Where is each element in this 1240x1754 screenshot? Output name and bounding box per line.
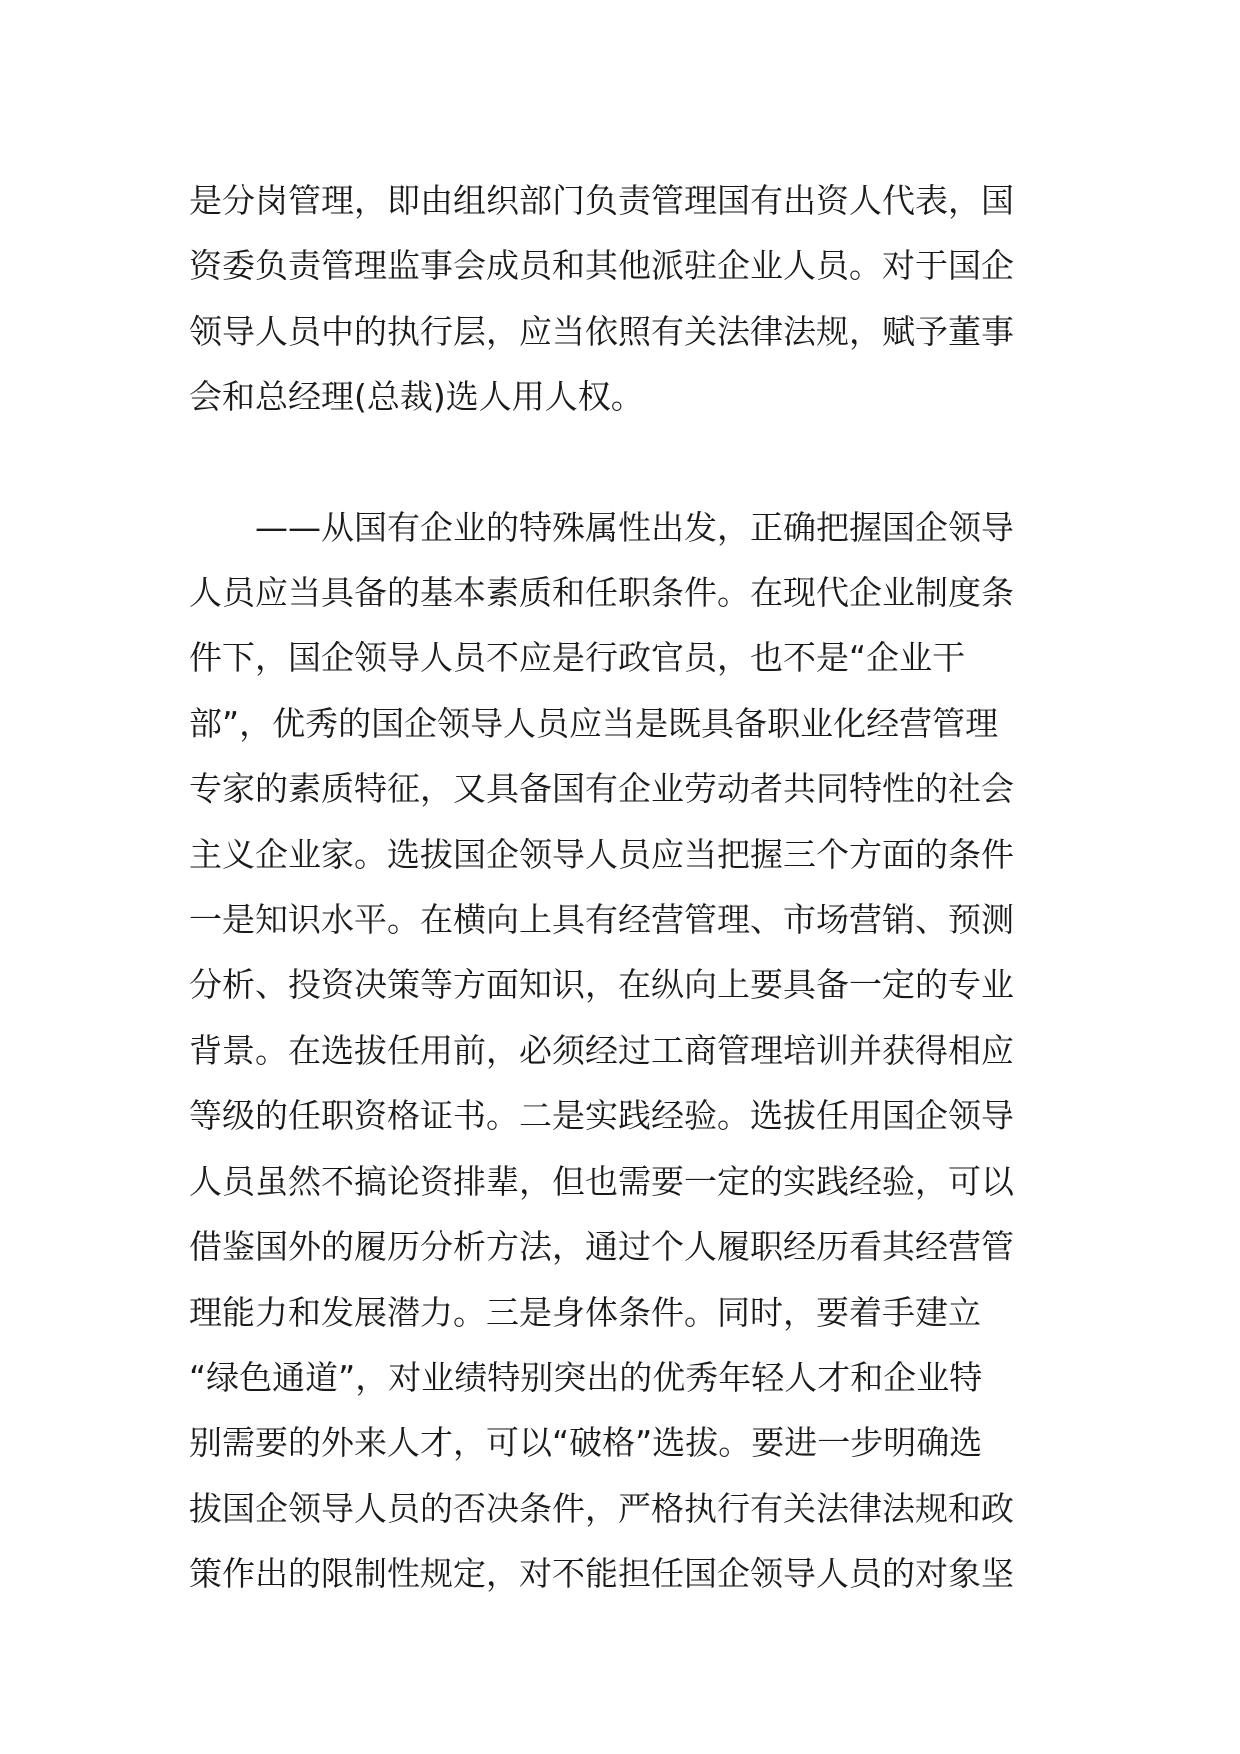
text-line: 借鉴国外的履历分析方法，通过个人履职经历看其经营管 (189, 1227, 1014, 1267)
text-line: 拔国企领导人员的否决条件，严格执行有关法律法规和政 (189, 1488, 1014, 1528)
document-body (189, 168, 1060, 1607)
text-line: 是分岗管理，即由组织部门负责管理国有出资人代表，国 (189, 181, 1014, 220)
text-line: 资委负责管理监事会成员和其他派驻企业人员。对于国企 (189, 246, 1014, 286)
text-line: 一是知识水平。在横向上具有经营管理、市场营销、预测 (189, 900, 1014, 940)
text-line: 人员应当具备的基本素质和任职条件。在现代企业制度条 (189, 573, 1014, 613)
text-line: “绿色通道”，对业绩特别突出的优秀年轻人才和企业特 (189, 1357, 983, 1397)
text-line: 理能力和发展潜力。三是身体条件。同时，要着手建立 (189, 1292, 981, 1332)
text-line: 部”，优秀的国企领导人员应当是既具备职业化经营管理 (189, 703, 999, 743)
text-line: 策作出的限制性规定，对不能担任国企领导人员的对象坚 (189, 1554, 1014, 1594)
text-line: 主义企业家。选拔国企领导人员应当把握三个方面的条件 (189, 834, 1014, 874)
text-line: 件下，国企领导人员不应是行政官员，也不是“企业干 (189, 638, 966, 678)
paragraph-2 (189, 495, 1060, 1607)
text-line: 分析、投资决策等方面知识，在纵向上要具备一定的专业 (189, 965, 1014, 1005)
text-line: 别需要的外来人才，可以“破格”选拔。要进一步明确选 (189, 1423, 983, 1463)
text-line: 专家的素质特征，又具备国有企业劳动者共同特性的社会 (189, 769, 1014, 809)
text-line: ——从国有企业的特殊属性出发，正确把握国企领导 (255, 507, 1014, 547)
text-line: 背景。在选拔任用前，必须经过工商管理培训并获得相应 (189, 1030, 1014, 1070)
paragraph-1 (189, 168, 1060, 430)
text-line: 人员虽然不搞论资排辈，但也需要一定的实践经验，可以 (189, 1161, 1014, 1201)
text-line: 领导人员中的执行层，应当依照有关法律法规，赋予董事 (189, 311, 1014, 351)
text-line: 会和总经理(总裁)选人用人权。 (189, 377, 644, 417)
paragraph-spacer (189, 430, 1060, 495)
text-line: 等级的任职资格证书。二是实践经验。选拔任用国企领导 (189, 1096, 1014, 1136)
